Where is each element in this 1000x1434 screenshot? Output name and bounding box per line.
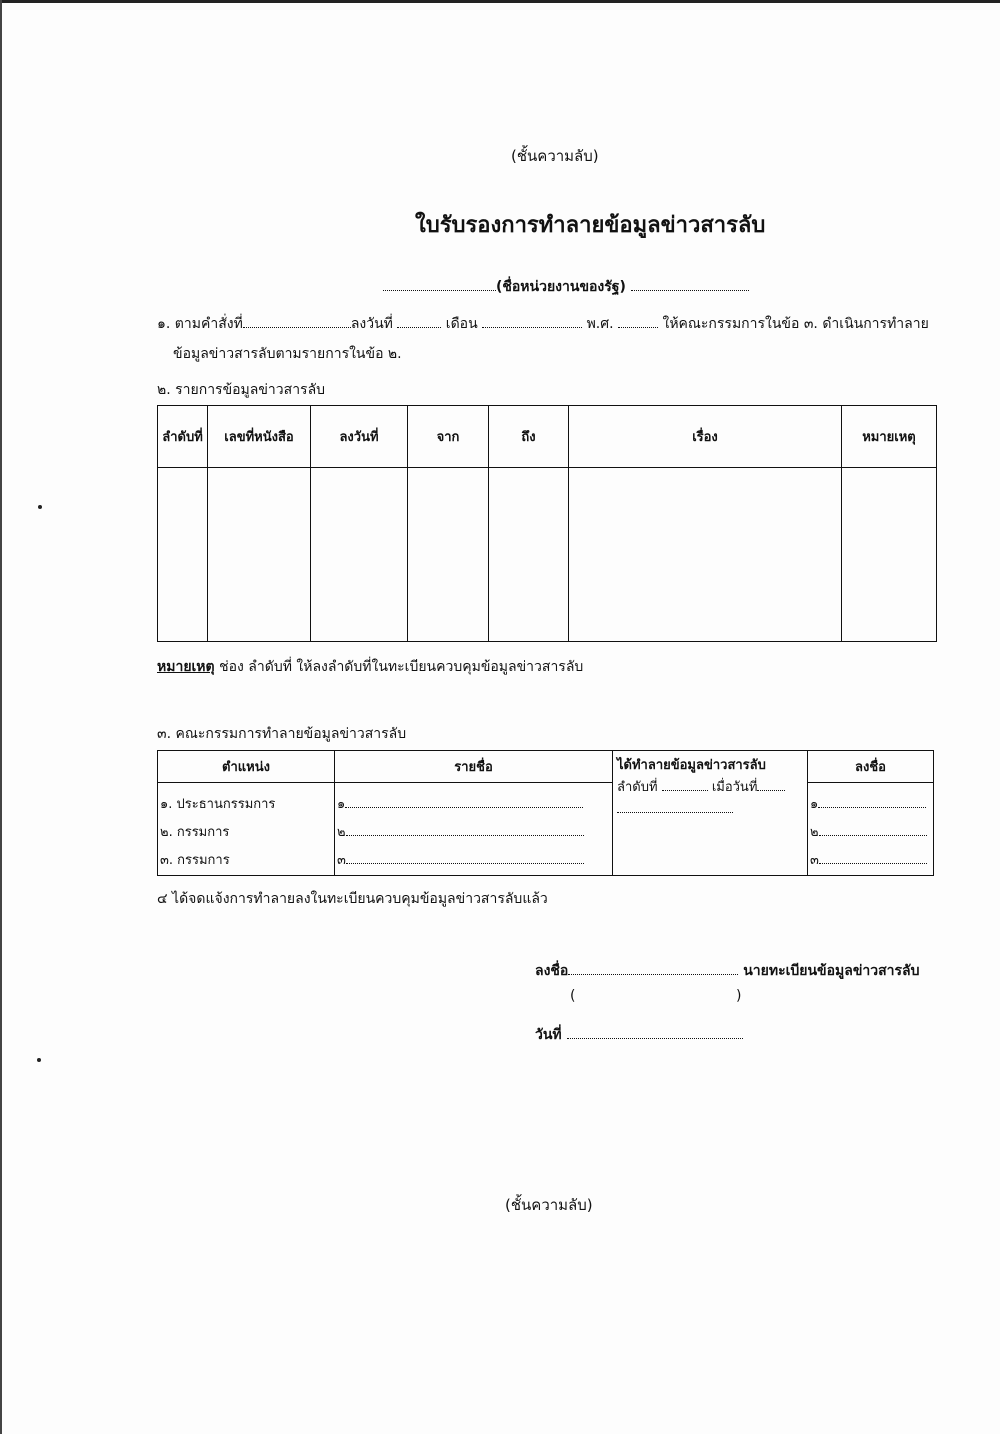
agency-label: (ชื่อหน่วยงานของรัฐ) xyxy=(496,279,626,295)
signatures-cell xyxy=(808,783,934,876)
item2-heading: ๒. รายการข้อมูลข่าวสารลับ xyxy=(157,382,326,398)
positions-cell xyxy=(158,783,335,876)
col-header-to: ถึง xyxy=(489,406,569,468)
classification-bottom: (ชั้นความลับ) xyxy=(505,1196,593,1214)
col-header-remark: หมายเหตุ xyxy=(842,406,937,468)
signature-blank-2[interactable] xyxy=(819,823,927,836)
cell-to[interactable] xyxy=(489,468,569,642)
year-blank[interactable] xyxy=(618,315,658,328)
name-number-3: ๓ xyxy=(337,853,346,868)
year-label: พ.ศ. xyxy=(586,316,614,332)
col-header-name: รายชื่อ xyxy=(335,751,613,783)
name-blank-1[interactable] xyxy=(345,795,583,808)
agency-blank-left[interactable] xyxy=(383,278,496,291)
signature-number-3: ๓ xyxy=(810,853,819,868)
day-blank[interactable] xyxy=(397,315,441,328)
registrar-date-label: วันที่ xyxy=(535,1027,562,1043)
destroyed-order-label: ลำดับที่ xyxy=(617,780,658,795)
scan-speck xyxy=(37,1058,41,1062)
scan-speck xyxy=(38,505,42,509)
col-header-position: ตำแหน่ง xyxy=(158,751,335,783)
col-header-subject: เรื่อง xyxy=(569,406,842,468)
name-blank-2[interactable] xyxy=(346,823,584,836)
col-header-from: จาก xyxy=(408,406,489,468)
cell-from[interactable] xyxy=(408,468,489,642)
position-member-2: ๓. กรรมการ xyxy=(160,853,230,868)
registrar-sign-label: ลงชื่อ xyxy=(535,963,569,979)
registrar-sign-blank[interactable] xyxy=(568,962,738,975)
order-label: ๑. ตามคำสั่งที่ xyxy=(157,316,243,332)
note-label: หมายเหตุ xyxy=(157,659,215,675)
item1-line1 xyxy=(157,313,929,335)
order-number-blank[interactable] xyxy=(243,315,351,328)
registrar-sign-line xyxy=(535,960,920,982)
table-row xyxy=(158,468,937,642)
item4-text: ๔ ได้จดแจ้งการทำลายลงในทะเบียนควบคุมข้อมูลข่าวสารลับแล้ว xyxy=(157,891,548,907)
registrar-paren-open: ( xyxy=(570,988,576,1004)
registrar-date-line xyxy=(535,1024,743,1046)
item3-heading: ๓. คณะกรรมการทำลายข้อมูลข่าวสารลับ xyxy=(157,726,407,742)
destroyed-order-blank[interactable] xyxy=(662,778,708,791)
col-header-signature: ลงชื่อ xyxy=(808,751,934,783)
item1-line2: ข้อมูลข่าวสารลับตามรายการในข้อ ๒. xyxy=(173,346,402,362)
destroyed-date-label: เมื่อวันที่ xyxy=(711,780,758,795)
col-header-date: ลงวันที่ xyxy=(311,406,408,468)
scan-edge-top xyxy=(0,0,1000,10)
position-chair: ๑. ประธานกรรมการ xyxy=(160,797,276,812)
registrar-date-blank[interactable] xyxy=(567,1026,743,1039)
registrar-role: นายทะเบียนข้อมูลข่าวสารลับ xyxy=(743,963,920,979)
committee-body-row xyxy=(158,783,934,876)
col-header-destroyed: ได้ทำลายข้อมูลข่าวสารลับ xyxy=(617,758,766,773)
destroyed-date-blank-2[interactable] xyxy=(617,800,733,813)
col-header-order: ลำดับที่ xyxy=(158,406,208,468)
note-line xyxy=(157,656,583,678)
cell-subject[interactable] xyxy=(569,468,842,642)
committee-header-row xyxy=(158,751,934,783)
cell-doc-no[interactable] xyxy=(208,468,311,642)
agency-blank-right[interactable] xyxy=(631,278,749,291)
date-label: ลงวันที่ xyxy=(350,316,393,332)
signature-blank-1[interactable] xyxy=(818,795,926,808)
classification-top: (ชั้นความลับ) xyxy=(511,147,599,165)
name-number-2: ๒ xyxy=(337,825,346,840)
cell-order[interactable] xyxy=(158,468,208,642)
note-text: ช่อง ลำดับที่ ให้ลงลำดับที่ในทะเบียนควบคุมข้อมูลข่าวสารลับ xyxy=(219,659,584,675)
month-label: เดือน xyxy=(445,316,478,332)
month-blank[interactable] xyxy=(482,315,582,328)
destroyed-cell xyxy=(613,751,808,876)
destroyed-date-blank[interactable] xyxy=(757,778,785,791)
cell-remark[interactable] xyxy=(842,468,937,642)
name-number-1: ๑ xyxy=(337,797,346,812)
signature-number-1: ๑ xyxy=(810,797,819,812)
cell-date[interactable] xyxy=(311,468,408,642)
committee-table xyxy=(157,750,934,876)
instruction-text: ให้คณะกรรมการในข้อ ๓. ดำเนินการทำลาย xyxy=(662,316,929,332)
position-member-1: ๒. กรรมการ xyxy=(160,825,230,840)
name-blank-3[interactable] xyxy=(346,851,584,864)
scan-edge-left xyxy=(0,0,8,1434)
agency-line xyxy=(383,276,749,298)
signature-number-2: ๒ xyxy=(810,825,819,840)
document-title: ใบรับรองการทำลายข้อมูลข่าวสารลับ xyxy=(415,213,766,238)
registrar-paren-close: ) xyxy=(736,988,742,1004)
names-cell xyxy=(335,783,613,876)
secret-items-table xyxy=(157,405,937,642)
signature-blank-3[interactable] xyxy=(819,851,927,864)
col-header-doc-no: เลขที่หนังสือ xyxy=(208,406,311,468)
table-header-row xyxy=(158,406,937,468)
